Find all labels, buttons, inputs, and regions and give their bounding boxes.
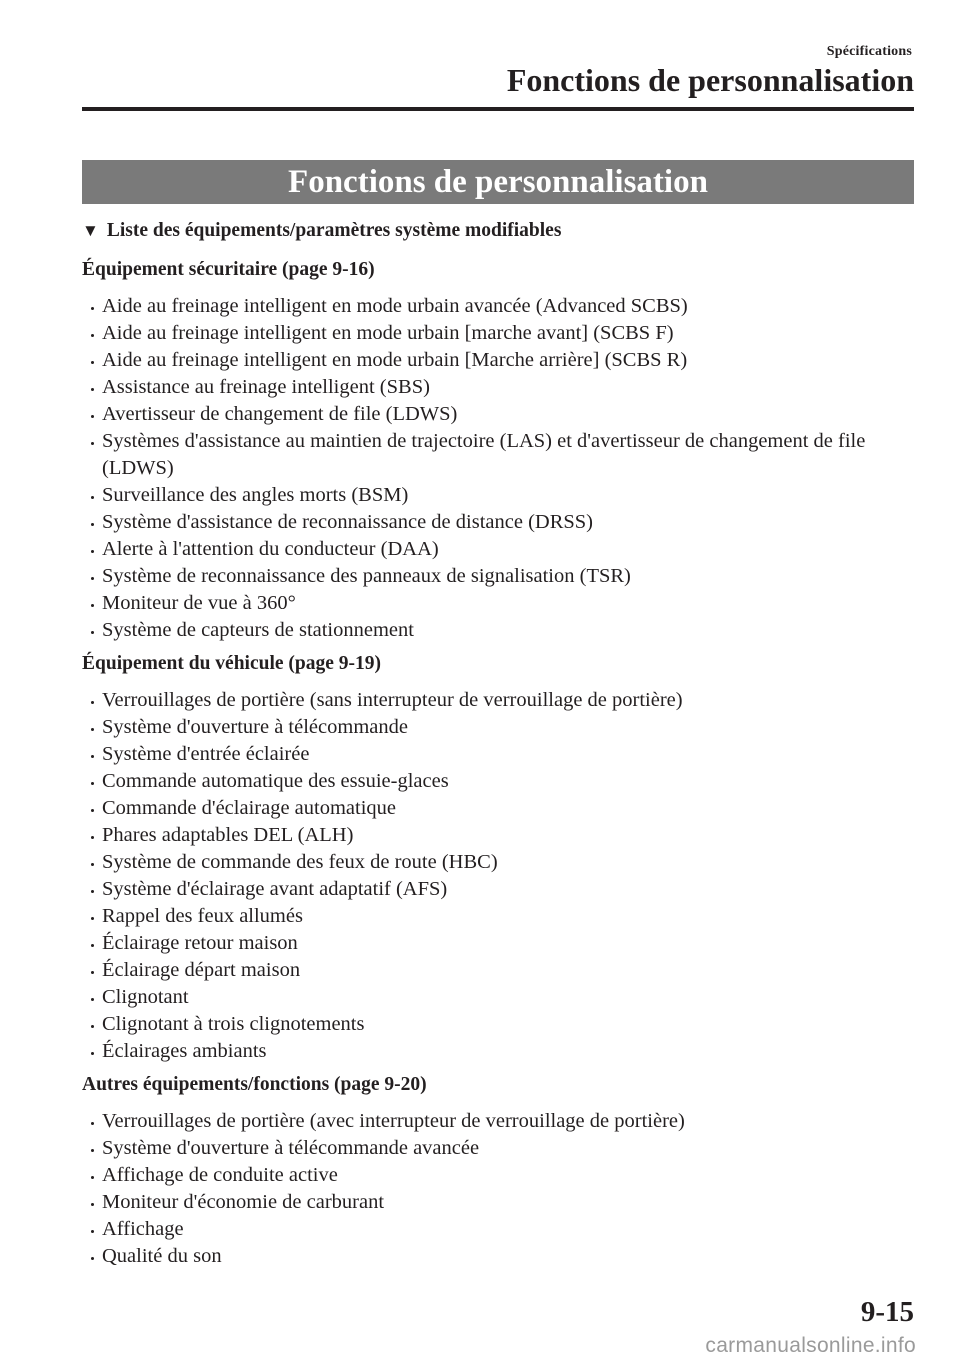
bullet-dot-icon — [91, 1230, 94, 1233]
bullet-dot-icon — [91, 1257, 94, 1260]
list-item — [82, 1011, 914, 1038]
list-item — [82, 563, 914, 590]
list-item — [82, 482, 914, 509]
bullet-list — [82, 293, 914, 644]
list-item — [82, 428, 914, 482]
bullet-dot-icon — [91, 890, 94, 893]
bullet-dot-icon — [91, 944, 94, 947]
bullet-dot-icon — [91, 1025, 94, 1028]
bullet-dot-icon — [91, 496, 94, 499]
list-item — [82, 984, 914, 1011]
list-item — [82, 293, 914, 320]
header-divider — [82, 107, 914, 111]
header-title: Fonctions de personnalisation — [506, 62, 914, 98]
list-item-text: Alerte à l'attention du conducteur (DAA) — [102, 538, 439, 560]
list-item-text: Avertisseur de changement de file (LDWS) — [102, 403, 458, 425]
bullet-list — [82, 687, 914, 1065]
list-item — [82, 1162, 914, 1189]
bullet-dot-icon — [91, 1122, 94, 1125]
bullet-dot-icon — [91, 523, 94, 526]
content-body — [82, 216, 914, 1276]
watermark: carmanualsonline.info — [705, 1334, 916, 1357]
list-item-text: Verrouillages de portière (sans interrupteur de verrouillage de portière) — [102, 689, 683, 711]
list-item-text: Phares adaptables DEL (ALH) — [102, 824, 354, 846]
list-item — [82, 536, 914, 563]
bullet-dot-icon — [91, 863, 94, 866]
bullet-dot-icon — [91, 782, 94, 785]
bullet-dot-icon — [91, 550, 94, 553]
list-item — [82, 1189, 914, 1216]
bullet-dot-icon — [91, 701, 94, 704]
list-item-text: Surveillance des angles morts (BSM) — [102, 484, 409, 506]
list-item — [82, 768, 914, 795]
list-item-text: Affichage de conduite active — [102, 1164, 338, 1186]
list-item-text: Affichage — [102, 1218, 184, 1240]
list-item-text: Éclairage retour maison — [102, 932, 298, 954]
bullet-dot-icon — [91, 1052, 94, 1055]
bullet-dot-icon — [91, 755, 94, 758]
list-item-text: Rappel des feux allumés — [102, 905, 303, 927]
category-heading: Équipement du véhicule (page 9-19) — [82, 653, 382, 674]
list-item-text: Clignotant à trois clignotements — [102, 1013, 365, 1035]
bullet-dot-icon — [91, 388, 94, 391]
list-subheading — [82, 216, 914, 246]
bullet-dot-icon — [91, 307, 94, 310]
list-item — [82, 903, 914, 930]
list-item-text: Système d'assistance de reconnaissance de distance (DRSS) — [102, 511, 593, 533]
list-item — [82, 930, 914, 957]
list-item-text: Système d'ouverture à télécommande avancée — [102, 1137, 480, 1159]
section-banner: Fonctions de personnalisation — [82, 160, 914, 204]
bullet-dot-icon — [91, 1203, 94, 1206]
list-item-text: Aide au freinage intelligent en mode urbain [Marche arrière] (SCBS R) — [102, 349, 688, 371]
list-item-text: Clignotant — [102, 986, 189, 1008]
list-item-text: Éclairage départ maison — [102, 959, 301, 981]
bullet-dot-icon — [91, 998, 94, 1001]
list-item-text: Systèmes d'assistance au maintien de trajectoire (LAS) et d'avertisseur de changement de file (LDWS) — [102, 430, 866, 479]
bullet-dot-icon — [91, 836, 94, 839]
list-item-text: Système de capteurs de stationnement — [102, 619, 414, 641]
list-item — [82, 590, 914, 617]
list-item — [82, 347, 914, 374]
list-item-text: Système d'entrée éclairée — [102, 743, 310, 765]
bullet-dot-icon — [91, 917, 94, 920]
list-item — [82, 957, 914, 984]
sections-container — [82, 256, 914, 1270]
subheading-text: Liste des équipements/paramètres système modifiables — [106, 220, 562, 241]
list-item-text: Système de commande des feux de route (HBC) — [102, 851, 498, 873]
bullet-dot-icon — [91, 415, 94, 418]
list-item-text: Éclairages ambiants — [102, 1040, 267, 1062]
bullet-dot-icon — [91, 631, 94, 634]
list-item — [82, 1135, 914, 1162]
list-item — [82, 741, 914, 768]
list-item-text: Verrouillages de portière (avec interrupteur de verrouillage de portière) — [102, 1110, 685, 1132]
list-item-text: Commande automatique des essuie-glaces — [102, 770, 449, 792]
triangle-down-icon: ▼ — [82, 221, 99, 240]
list-item-text: Moniteur de vue à 360° — [102, 592, 296, 614]
bullet-dot-icon — [91, 442, 94, 445]
list-item-text: Système d'éclairage avant adaptatif (AFS) — [102, 878, 448, 900]
list-item — [82, 1216, 914, 1243]
bullet-dot-icon — [91, 604, 94, 607]
list-item-text: Qualité du son — [102, 1245, 222, 1267]
list-item — [82, 1108, 914, 1135]
list-item — [82, 1243, 914, 1270]
bullet-dot-icon — [91, 728, 94, 731]
category-heading: Autres équipements/fonctions (page 9-20) — [82, 1074, 427, 1095]
list-item — [82, 795, 914, 822]
page-number: 9-15 — [860, 1296, 914, 1328]
list-item — [82, 1038, 914, 1065]
list-item-text: Aide au freinage intelligent en mode urbain avancée (Advanced SCBS) — [102, 295, 688, 317]
list-item — [82, 822, 914, 849]
list-item-text: Aide au freinage intelligent en mode urbain [marche avant] (SCBS F) — [102, 322, 674, 344]
list-item — [82, 509, 914, 536]
bullet-dot-icon — [91, 1149, 94, 1152]
list-item-text: Assistance au freinage intelligent (SBS) — [102, 376, 430, 398]
list-item-text: Système d'ouverture à télécommande — [102, 716, 408, 738]
list-item — [82, 849, 914, 876]
chapter-label: Spécifications — [826, 44, 912, 59]
list-item-text: Moniteur d'économie de carburant — [102, 1191, 385, 1213]
bullet-dot-icon — [91, 334, 94, 337]
list-item — [82, 617, 914, 644]
bullet-dot-icon — [91, 971, 94, 974]
bullet-list — [82, 1108, 914, 1270]
list-item-text: Commande d'éclairage automatique — [102, 797, 396, 819]
list-item — [82, 401, 914, 428]
bullet-dot-icon — [91, 809, 94, 812]
list-item-text: Système de reconnaissance des panneaux de signalisation (TSR) — [102, 565, 631, 587]
bullet-dot-icon — [91, 361, 94, 364]
category-heading: Équipement sécuritaire (page 9-16) — [82, 259, 375, 280]
list-item — [82, 320, 914, 347]
bullet-dot-icon — [91, 1176, 94, 1179]
list-item — [82, 374, 914, 401]
list-item — [82, 714, 914, 741]
list-item — [82, 687, 914, 714]
list-item — [82, 876, 914, 903]
bullet-dot-icon — [91, 577, 94, 580]
